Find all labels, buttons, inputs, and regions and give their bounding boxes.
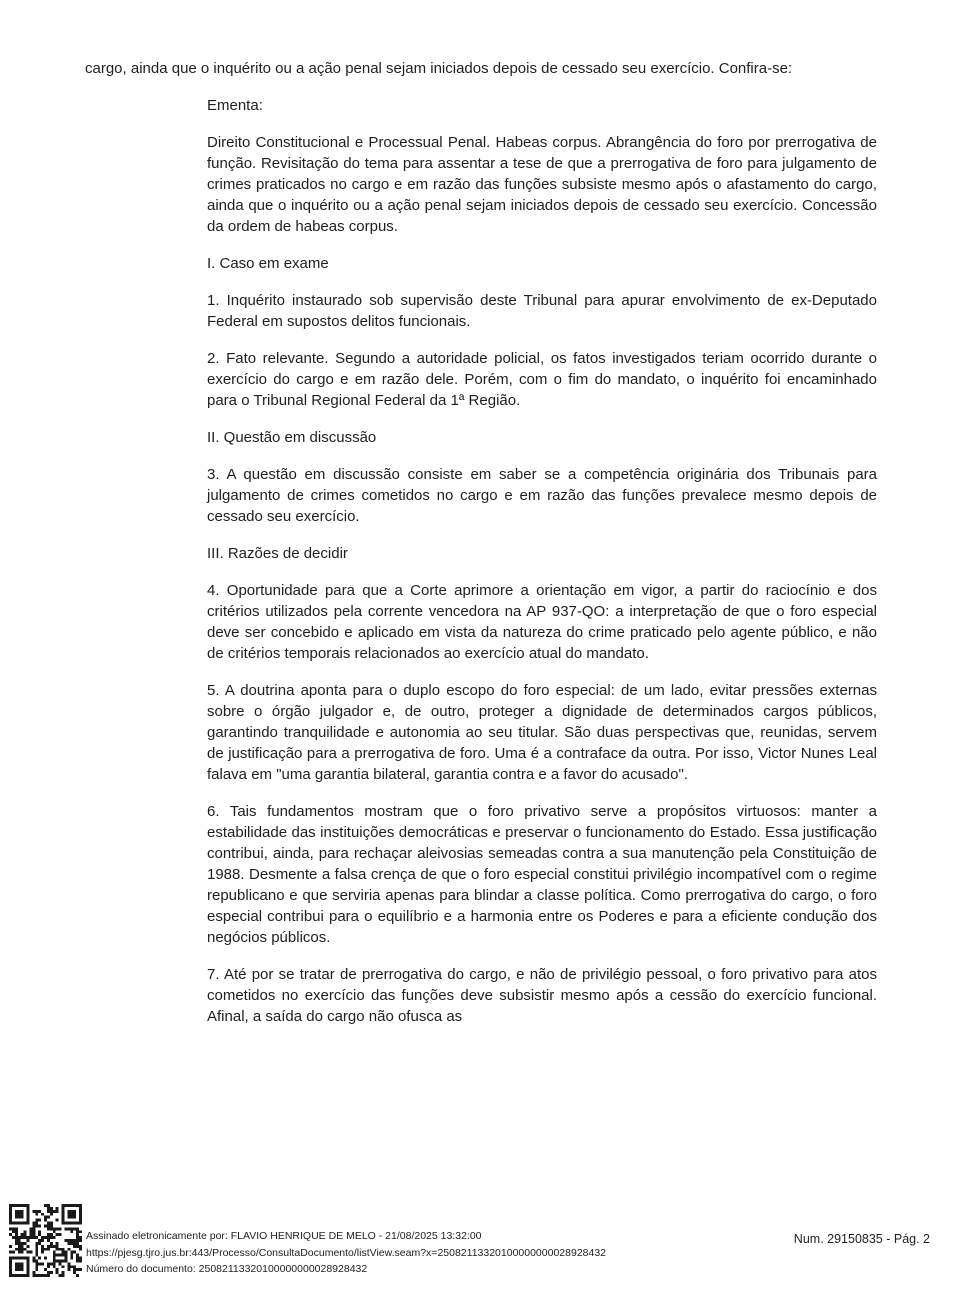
quoted-block [207, 95, 877, 1027]
quote-paragraph-7: 7. Até por se tratar de prerrogativa do cargo, e não de privilégio pessoal, o foro privativo para atos cometidos no exercício das funções deve subsistir mesmo após a cessão do exercício funcional. Afinal, a saída do cargo não ofusca as [207, 966, 877, 1025]
page-footer [0, 1198, 960, 1292]
quote-paragraph-ementa: Direito Constitucional e Processual Penal. Habeas corpus. Abrangência do foro por prerrogativa de função. Revisitação do tema para assentar a tese de que a prerrogativa de foro para julgamento de crimes praticados no cargo e em razão das funções subsiste mesmo após o afastamento do cargo, ainda que o inquérito ou a ação penal sejam iniciados depois de cessado seu exercício. Concessão da ordem de habeas corpus. [207, 134, 877, 235]
verification-url: https://pjesg.tjro.jus.br:443/Processo/ConsultaDocumento/listView.seam?x=25082113320100000000028928432 [86, 1246, 607, 1259]
quote-paragraph-3: 3. A questão em discussão consiste em saber se a competência originária dos Tribunais para julgamento de crimes cometidos no cargo e em razão das funções prevalece mesmo depois de cessado seu exercício. [207, 466, 877, 525]
quote-paragraph-ementa-label: Ementa: [207, 97, 263, 114]
qr-code-icon [9, 1204, 82, 1277]
document-body [85, 58, 877, 1043]
intro-paragraph: cargo, ainda que o inquérito ou a ação penal sejam iniciados depois de cessado seu exercício. Confira-se: [85, 60, 793, 77]
quote-paragraph-1: 1. Inquérito instaurado sob supervisão deste Tribunal para apurar envolvimento de ex-Deputado Federal em supostos delitos funcionais. [207, 292, 877, 330]
quote-heading-caso-em-exame: I. Caso em exame [207, 255, 329, 272]
quote-paragraph-4: 4. Oportunidade para que a Corte aprimore a orientação em vigor, a partir do raciocínio e dos critérios utilizados pela corrente vencedora na AP 937-QO: a interpretação de que o foro especial deve ser concebido e aplicado em vista da natureza do crime praticado pelo agente público, e não de critérios temporais relacionados ao exercício atual do mandato. [207, 582, 877, 662]
quote-paragraph-2: 2. Fato relevante. Segundo a autoridade policial, os fatos investigados teriam ocorrido durante o exercício do cargo e em razão dele. Porém, com o fim do mandato, o inquérito foi encaminhado para o Tribunal Regional Federal da 1ª Região. [207, 350, 877, 409]
signature-block [86, 1228, 706, 1278]
quote-paragraph-6: 6. Tais fundamentos mostram que o foro privativo serve a propósitos virtuosos: manter a estabilidade das instituições democráticas e preservar o funcionamento do Estado. Essa justificação contribui, ainda, para rechaçar aleivosias semeadas contra a sua manutenção pela Constituição de 1988. Desmente a falsa crença de que o foro especial constitui privilégio incompatível com o regime republicano e que serviria apenas para blindar a classe política. Como prerrogativa do cargo, o foro especial contribui para o equilíbrio e a harmonia entre os Poderes e para a eficiente condução dos negócios públicos. [207, 803, 877, 946]
signature-line: Assinado eletronicamente por: FLAVIO HENRIQUE DE MELO - 21/08/2025 13:32:00 [86, 1230, 482, 1242]
quote-heading-razoes-de-decidir: III. Razões de decidir [207, 545, 348, 562]
quote-paragraph-5: 5. A doutrina aponta para o duplo escopo do foro especial: de um lado, evitar pressões externas sobre o órgão julgador e, de outro, proteger a dignidade de determinados cargos públicos, garantindo tranquilidade e autonomia ao seu titular. São duas perspectivas que, reunidas, servem de justificação para a prerrogativa de foro. Uma é a contraface da outra. Por isso, Victor Nunes Leal falava em "uma garantia bilateral, garantia contra e a favor do acusado". [207, 682, 877, 783]
quote-heading-questao-em-discussao: II. Questão em discussão [207, 429, 377, 446]
page-number: Num. 29150835 - Pág. 2 [793, 1232, 930, 1246]
document-number: Número do documento: 25082113320100000000028928432 [86, 1263, 368, 1275]
